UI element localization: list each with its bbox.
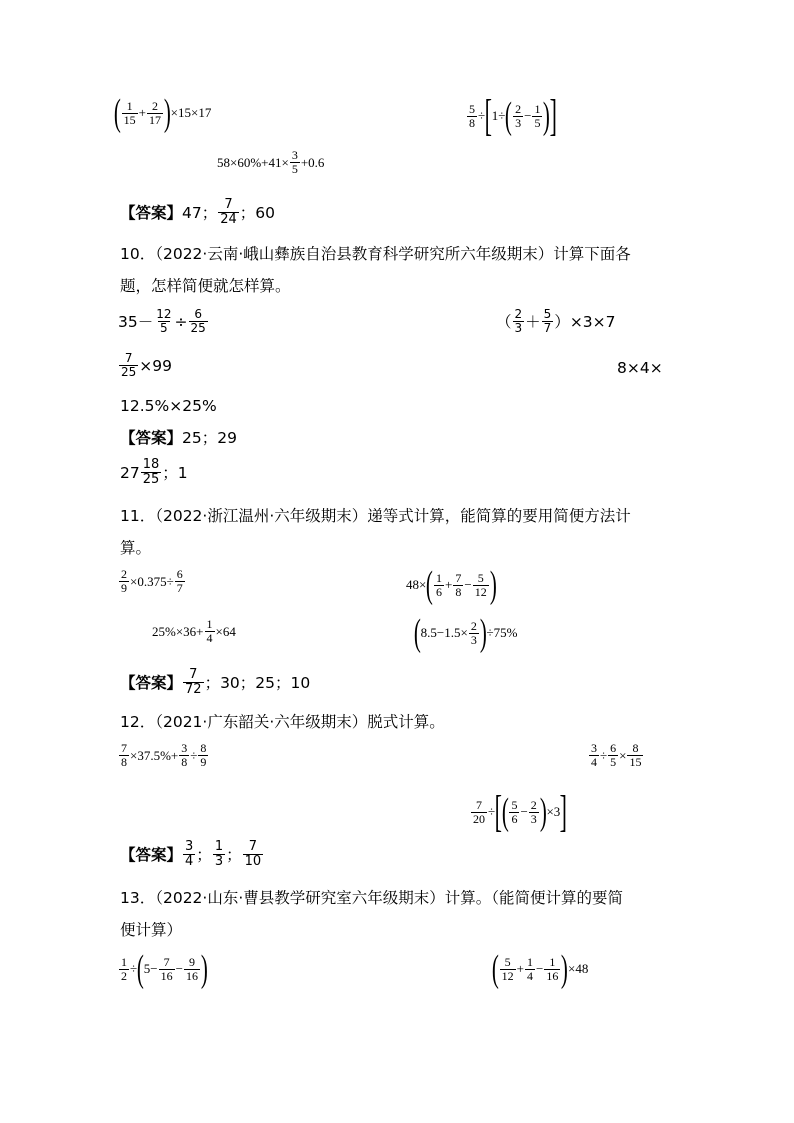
q10-line1: 10．（2022·云南·峨山彝族自治县教育科学研究所六年级期末）计算下面各 bbox=[120, 245, 631, 263]
expr-11-1: $\frac{2}{9}$ ×0.375÷ $\frac{6}{7}$ bbox=[121, 567, 183, 595]
expr-10-1: 35－ $\frac{12}{5}$ ÷ $\frac{6}{25}$ bbox=[118, 307, 206, 335]
expr-12-1: $\frac{7}{8}$ ×37.5%+ $\frac{3}{8}$ ÷ $\frac{8}{9}$ bbox=[121, 741, 207, 769]
expr-11-3: 25%×36+ $\frac{1}{4}$ ×64 bbox=[152, 617, 236, 645]
q11-line2: 算。 bbox=[120, 539, 152, 557]
q13-line2: 便计算） bbox=[120, 921, 183, 939]
expr-12-3: $\frac{7}{20}$ ÷ [ ( 5 6 − $\frac{2}{3}$ ) ×3 ] bbox=[473, 787, 568, 836]
expr-12-2: $\frac{3}{4}$ ÷ $\frac{6}{5}$ × $\frac{8}{15}$ bbox=[591, 741, 642, 769]
answer-10: 【答案】25；29 bbox=[120, 429, 237, 447]
answer-11: 【答案】 7 72 ；30；25；10 bbox=[120, 667, 311, 697]
q13-line1: 13．（2022·山东·曹县教学研究室六年级期末）计算。（能简便计算的要简 bbox=[120, 889, 624, 907]
expr-10-2: （ 2 3 ＋ 5 7 ）×3×7 bbox=[496, 307, 616, 335]
expr-9-2: $\frac{5}{8}$ ÷ [ 1÷ ( 2 3 − $\frac{1}{5}$ ) ] bbox=[469, 91, 558, 140]
q10-line2: 题，怎样简便就怎样算。 bbox=[120, 277, 291, 295]
answer-9: 【答案】 47； 7 24 ；60 bbox=[120, 197, 276, 227]
expr-10-4: 8×4× bbox=[617, 359, 663, 377]
expr-10-5: 12.5%×25% bbox=[120, 397, 217, 415]
expr-13-2: ( 5 12 + $\frac{1}{4}$ − $\frac{1}{16}$ ) ×48 bbox=[491, 948, 589, 990]
expr-9-3: 58×60%+41× $\frac{3}{5}$ +0.6 bbox=[217, 148, 325, 176]
answer-12: 【答案】 3 4 ； 1 3 ； 7 10 bbox=[120, 839, 262, 869]
expr-11-4: ( 8.5−1.5× $\frac{2}{3}$ ) ÷75% bbox=[413, 612, 518, 654]
expr-10-3: $\frac{7}{25}$ ×99 bbox=[121, 351, 172, 379]
answer-10-cont: 27 18 25 ；1 bbox=[120, 457, 188, 487]
q12-line1: 12．（2021·广东韶关·六年级期末）脱式计算。 bbox=[120, 713, 445, 731]
expr-13-1: $\frac{1}{2}$ ÷ ( 5− $\frac{7}{16}$ − $\frac{9}{16}$ ) bbox=[121, 948, 208, 990]
expr-9-1: ( 1 15 + $\frac{2}{17}$ ) ×15×17 bbox=[113, 92, 212, 134]
q11-line1: 11．（2022·浙江温州·六年级期末）递等式计算，能简算的要用简便方法计 bbox=[120, 507, 631, 525]
expr-11-2: 48× ( 1 6 + $\frac{7}{8}$ − $\frac{5}{12}$ ) bbox=[406, 564, 497, 606]
